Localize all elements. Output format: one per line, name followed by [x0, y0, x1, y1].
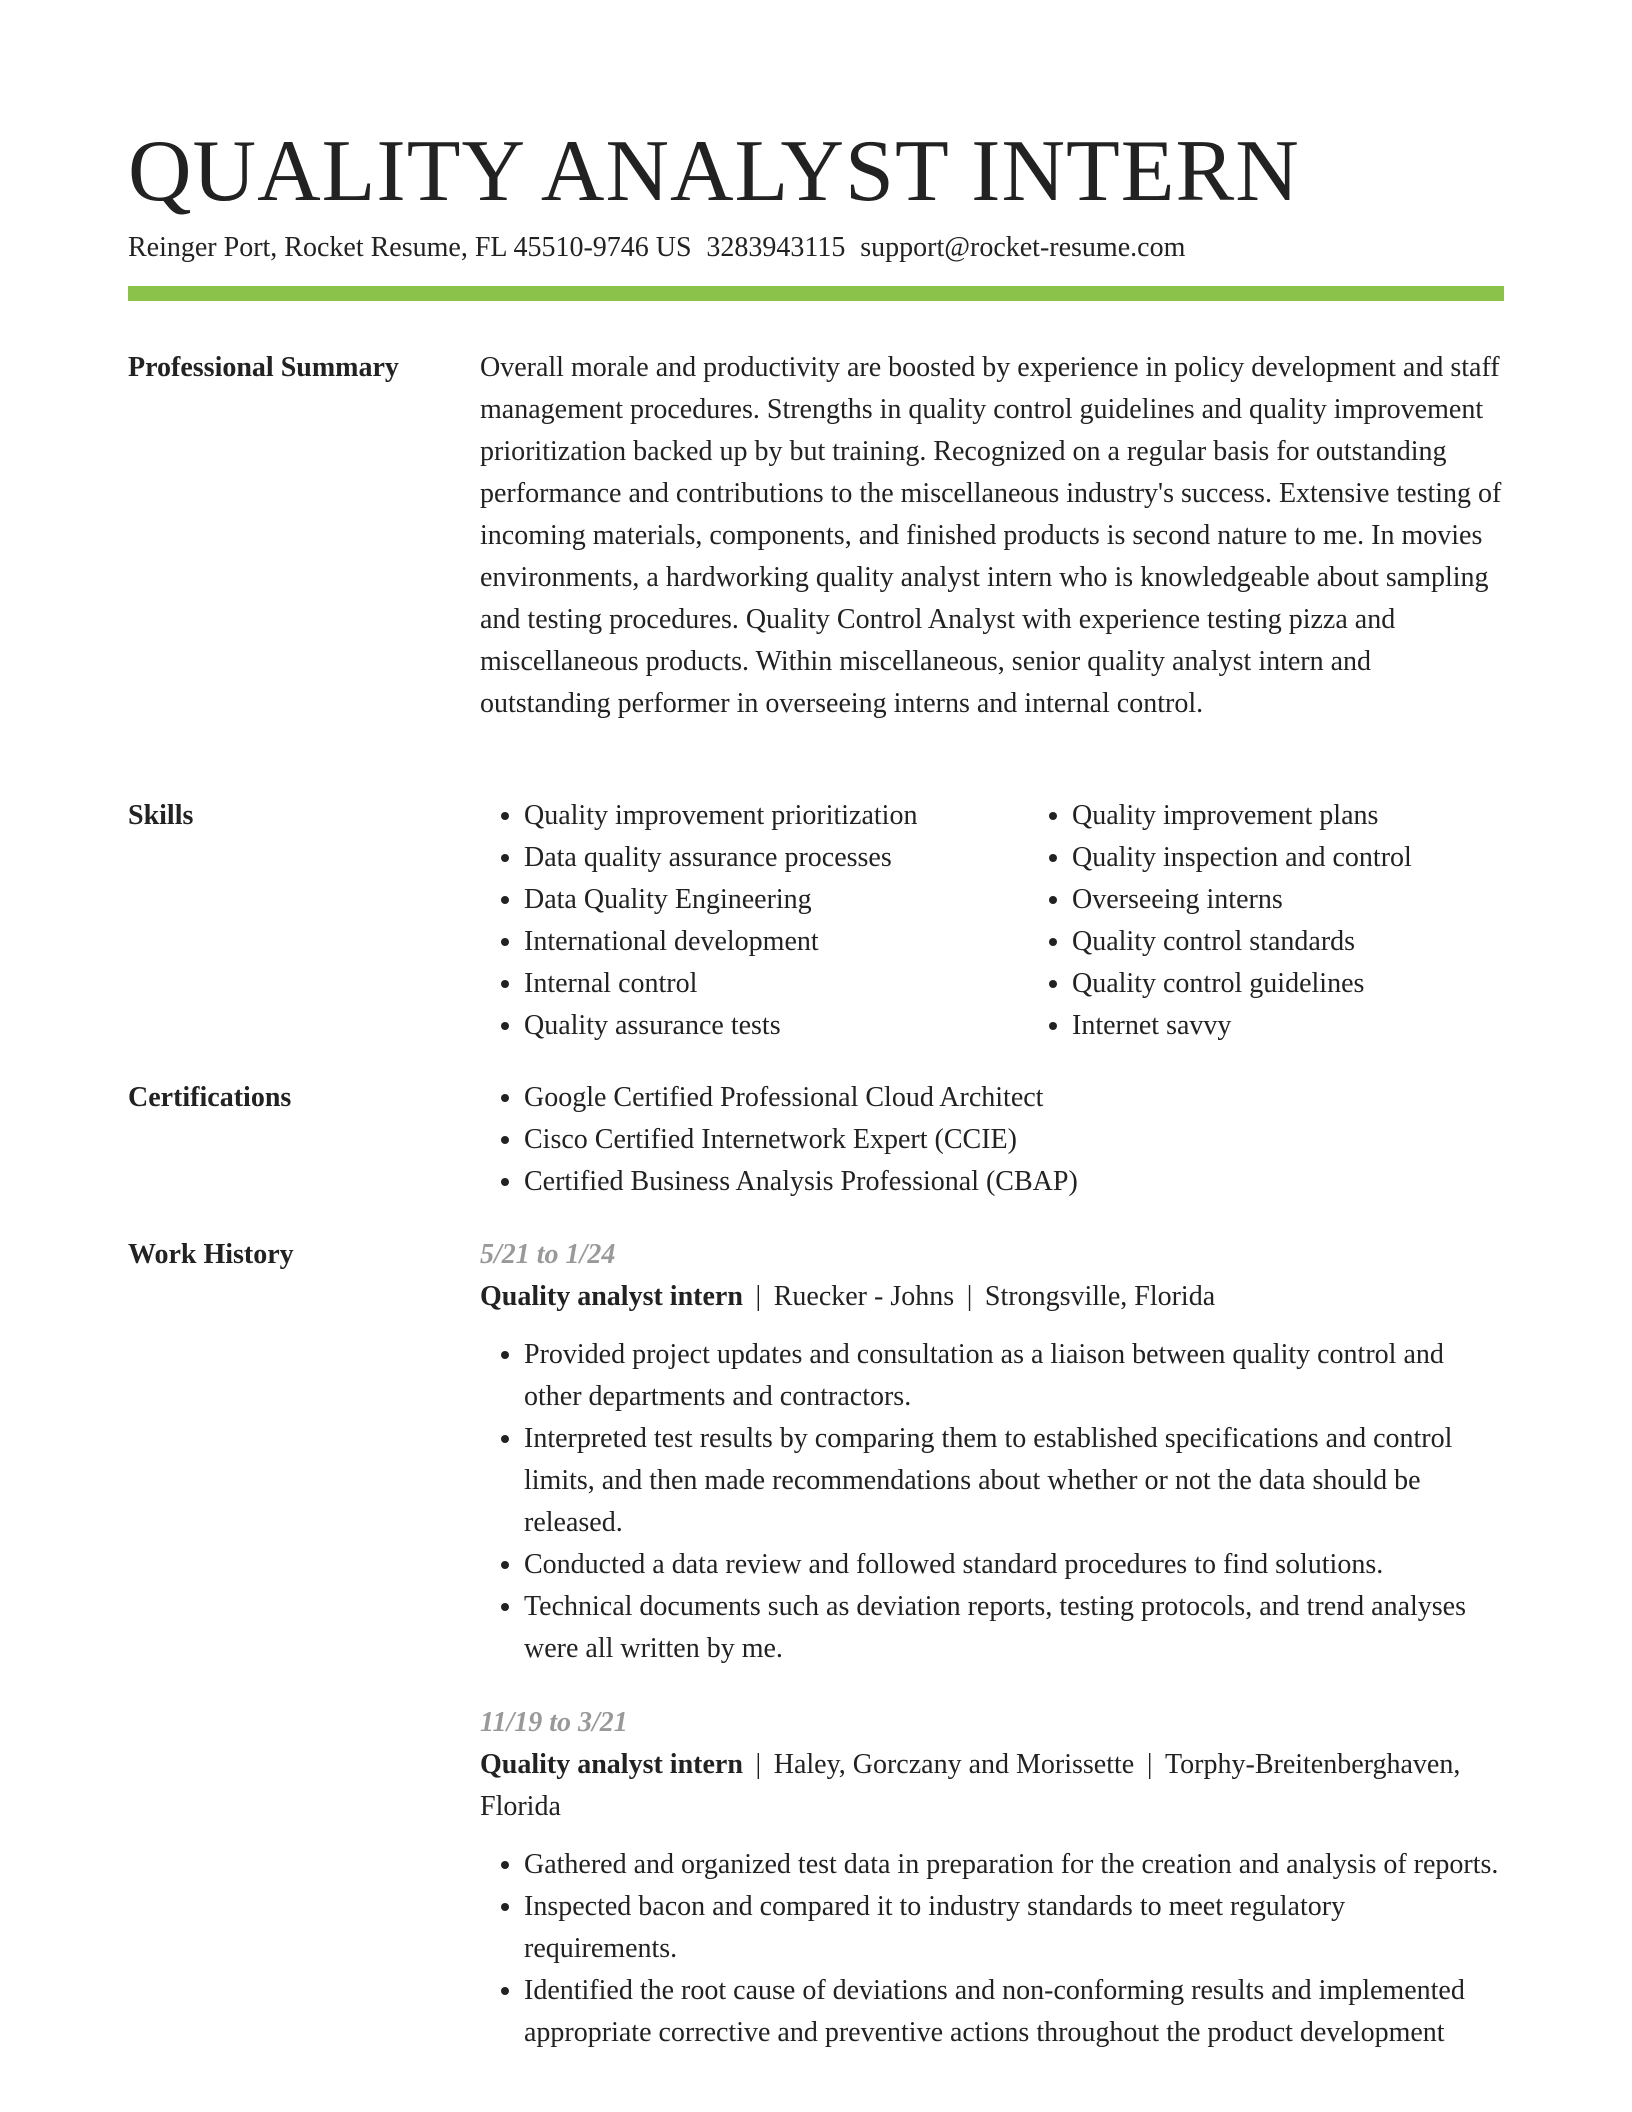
job-dates: 11/19 to 3/21	[480, 1707, 628, 1738]
contact-email: support@rocket-resume.com	[860, 232, 1186, 263]
job-bullets	[480, 1844, 1504, 2054]
job-dates: 5/21 to 1/24	[480, 1239, 616, 1270]
skill-item: • Quality improvement prioritization	[524, 795, 1028, 837]
work-history-body	[480, 1234, 1504, 2054]
skill-item: • Data Quality Engineering	[524, 879, 1028, 921]
skill-item: • Quality improvement plans	[1072, 795, 1532, 837]
job-company: Haley, Gorczany and Morissette	[773, 1749, 1135, 1780]
job-entry	[480, 1702, 1504, 2054]
resume-title: QUALITY ANALYST INTERN	[128, 123, 1300, 220]
job-bullet: • Gathered and organized test data in preparation for the creation and analysis of reports.	[524, 1844, 1504, 1886]
section-title-work-history: Work History	[128, 1239, 294, 1270]
job-entry	[480, 1234, 1504, 1670]
summary-body	[480, 347, 1504, 725]
job-separator: |	[748, 1749, 769, 1780]
job-role: Quality analyst intern	[480, 1749, 743, 1780]
job-separator: |	[1139, 1749, 1160, 1780]
certification-item: • Google Certified Professional Cloud Architect	[524, 1077, 1504, 1119]
skills-section	[128, 795, 1504, 1047]
job-bullet: • Interpreted test results by comparing them to established specifications and control limits, and then made recommendations about whether or not the data should be released.	[524, 1418, 1504, 1544]
section-title-summary: Professional Summary	[128, 352, 399, 383]
skill-item: • Quality assurance tests	[524, 1005, 1028, 1047]
section-title-certifications: Certifications	[128, 1082, 292, 1113]
contact-address: Reinger Port, Rocket Resume, FL 45510-9746 US	[128, 232, 692, 263]
skills-list-right	[1028, 795, 1532, 1047]
job-heading	[480, 1276, 1504, 1318]
section-title-skills: Skills	[128, 800, 194, 831]
job-bullet: • Identified the root cause of deviations and non-conforming results and implemented appropriate corrective and preventive actions throughout the product development	[524, 1970, 1504, 2054]
job-heading	[480, 1744, 1504, 1828]
summary-section	[128, 347, 1504, 725]
job-bullet: • Inspected bacon and compared it to industry standards to meet regulatory requirements.	[524, 1886, 1504, 1970]
header-divider	[128, 286, 1504, 301]
certification-item: • Cisco Certified Internetwork Expert (CCIE)	[524, 1119, 1504, 1161]
work-history-section	[128, 1234, 1504, 2054]
skill-item: • Quality inspection and control	[1072, 837, 1532, 879]
job-bullet: • Conducted a data review and followed standard procedures to find solutions.	[524, 1544, 1504, 1586]
certification-item: • Certified Business Analysis Professional (CBAP)	[524, 1161, 1504, 1203]
summary-text: Overall morale and productivity are boosted by experience in policy development and staff management procedures. Strengths in quality control guidelines and quality improvement prioritization backed up by but training. Recognized on a regular basis for outstanding performance and contributions to the miscellaneous industry's success. Extensive testing of incoming materials, components, and finished products is second nature to me. In movies environments, a hardworking quality analyst intern who is knowledgeable about sampling and testing procedures. Quality Control Analyst with experience testing pizza and miscellaneous products. Within miscellaneous, senior quality analyst intern and outstanding performer in overseeing interns and internal control.	[480, 352, 1502, 719]
job-role: Quality analyst intern	[480, 1281, 743, 1312]
skill-item: • International development	[524, 921, 1028, 963]
job-location: Strongsville, Florida	[984, 1281, 1216, 1312]
skills-list-left	[480, 795, 1028, 1047]
job-bullet: • Provided project updates and consultation as a liaison between quality control and other departments and contractors.	[524, 1334, 1504, 1418]
contact-phone: 3283943115	[706, 232, 846, 263]
job-separator: |	[748, 1281, 769, 1312]
skill-item: • Internet savvy	[1072, 1005, 1532, 1047]
skill-item: • Quality control guidelines	[1072, 963, 1532, 1005]
skill-item: • Quality control standards	[1072, 921, 1532, 963]
job-bullets	[480, 1334, 1504, 1670]
skills-body	[480, 795, 1532, 1047]
job-bullet: • Technical documents such as deviation reports, testing protocols, and trend analyses were all written by me.	[524, 1586, 1504, 1670]
job-company: Ruecker - Johns	[773, 1281, 955, 1312]
job-separator: |	[959, 1281, 980, 1312]
skill-item: • Data quality assurance processes	[524, 837, 1028, 879]
skill-item: • Overseeing interns	[1072, 879, 1532, 921]
skill-item: • Internal control	[524, 963, 1028, 1005]
contact-line	[128, 230, 1185, 266]
job-location: Torphy-Breitenberghaven, Florida	[480, 1749, 1461, 1822]
certifications-section	[128, 1077, 1504, 1203]
certifications-body	[480, 1077, 1504, 1203]
certifications-list	[480, 1077, 1504, 1203]
